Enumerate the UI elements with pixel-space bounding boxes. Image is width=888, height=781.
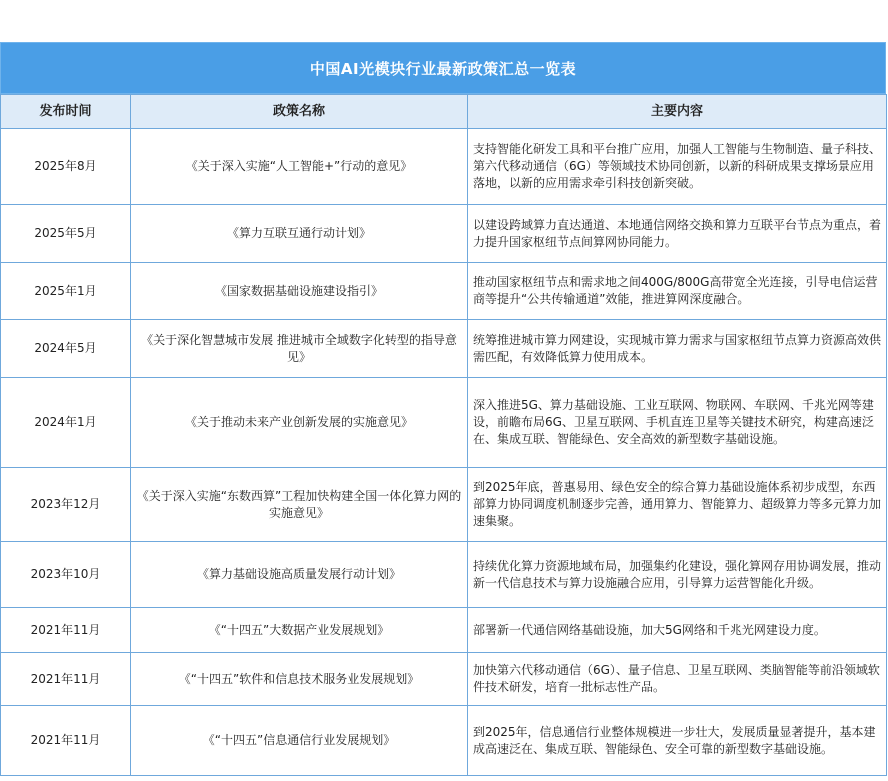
header-content: 主要内容 [468, 95, 887, 129]
header-row [1, 95, 887, 129]
row-date: 2024年5月 [1, 320, 131, 378]
row-date: 2025年1月 [1, 263, 131, 320]
header-policy-name: 政策名称 [131, 95, 468, 129]
table-row [1, 468, 887, 542]
row-content: 加快第六代移动通信（6G）、量子信息、卫星互联网、类脑智能等前沿领域软件技术研发，培育一批标志性产品。 [468, 653, 887, 706]
row-content: 到2025年底，普惠易用、绿色安全的综合算力基础设施体系初步成型，东西部算力协同调度机制逐步完善，通用算力、智能算力、超级算力等多元算力加速集聚。 [468, 468, 887, 542]
row-policy-name: 《关于深入实施“东数西算”工程加快构建全国一体化算力网的实施意见》 [131, 468, 468, 542]
table-title: 中国AI光模块行业最新政策汇总一览表 [0, 42, 886, 94]
table-row [1, 653, 887, 706]
row-date: 2024年1月 [1, 378, 131, 468]
row-content: 部署新一代通信网络基础设施，加大5G网络和千兆光网建设力度。 [468, 608, 887, 653]
table-row [1, 608, 887, 653]
row-policy-name: 《关于深入实施“人工智能+”行动的意见》 [131, 129, 468, 205]
header-date: 发布时间 [1, 95, 131, 129]
table-row [1, 378, 887, 468]
row-content: 推动国家枢纽节点和需求地之间400G/800G高带宽全光连接，引导电信运营商等提升“公共传输通道”效能，推进算网深度融合。 [468, 263, 887, 320]
row-date: 2025年5月 [1, 205, 131, 263]
row-content: 支持智能化研发工具和平台推广应用，加强人工智能与生物制造、量子科技、第六代移动通信（6G）等领域技术协同创新，以新的科研成果支撑场景应用落地，以新的应用需求牵引科技创新突破。 [468, 129, 887, 205]
row-date: 2021年11月 [1, 653, 131, 706]
row-policy-name: 《算力互联互通行动计划》 [131, 205, 468, 263]
row-date: 2025年8月 [1, 129, 131, 205]
row-date: 2021年11月 [1, 706, 131, 776]
row-policy-name: 《算力基础设施高质量发展行动计划》 [131, 542, 468, 608]
row-policy-name: 《“十四五”软件和信息技术服务业发展规划》 [131, 653, 468, 706]
row-date: 2021年11月 [1, 608, 131, 653]
table-row [1, 129, 887, 205]
table-row [1, 320, 887, 378]
row-date: 2023年10月 [1, 542, 131, 608]
table-row [1, 706, 887, 776]
row-policy-name: 《关于推动未来产业创新发展的实施意见》 [131, 378, 468, 468]
table-row [1, 542, 887, 608]
policy-table [0, 94, 887, 776]
row-content: 到2025年，信息通信行业整体规模进一步壮大，发展质量显著提升，基本建成高速泛在、集成互联、智能绿色、安全可靠的新型数字基础设施。 [468, 706, 887, 776]
policy-table-container [0, 42, 886, 776]
table-row [1, 205, 887, 263]
row-content: 持续优化算力资源地域布局，加强集约化建设，强化算网存用协调发展，推动新一代信息技术与算力设施融合应用，引导算力运营智能化升级。 [468, 542, 887, 608]
row-content: 深入推进5G、算力基础设施、工业互联网、物联网、车联网、千兆光网等建设，前瞻布局6G、卫星互联网、手机直连卫星等关键技术研究，构建高速泛在、集成互联、智能绿色、安全高效的新型数字基础设施。 [468, 378, 887, 468]
row-content: 以建设跨域算力直达通道、本地通信网络交换和算力互联平台节点为重点，着力提升国家枢纽节点间算网协同能力。 [468, 205, 887, 263]
row-policy-name: 《关于深化智慧城市发展 推进城市全域数字化转型的指导意见》 [131, 320, 468, 378]
row-policy-name: 《“十四五”大数据产业发展规划》 [131, 608, 468, 653]
row-content: 统筹推进城市算力网建设，实现城市算力需求与国家枢纽节点算力资源高效供需匹配，有效降低算力使用成本。 [468, 320, 887, 378]
row-policy-name: 《国家数据基础设施建设指引》 [131, 263, 468, 320]
table-row [1, 263, 887, 320]
row-policy-name: 《“十四五”信息通信行业发展规划》 [131, 706, 468, 776]
row-date: 2023年12月 [1, 468, 131, 542]
